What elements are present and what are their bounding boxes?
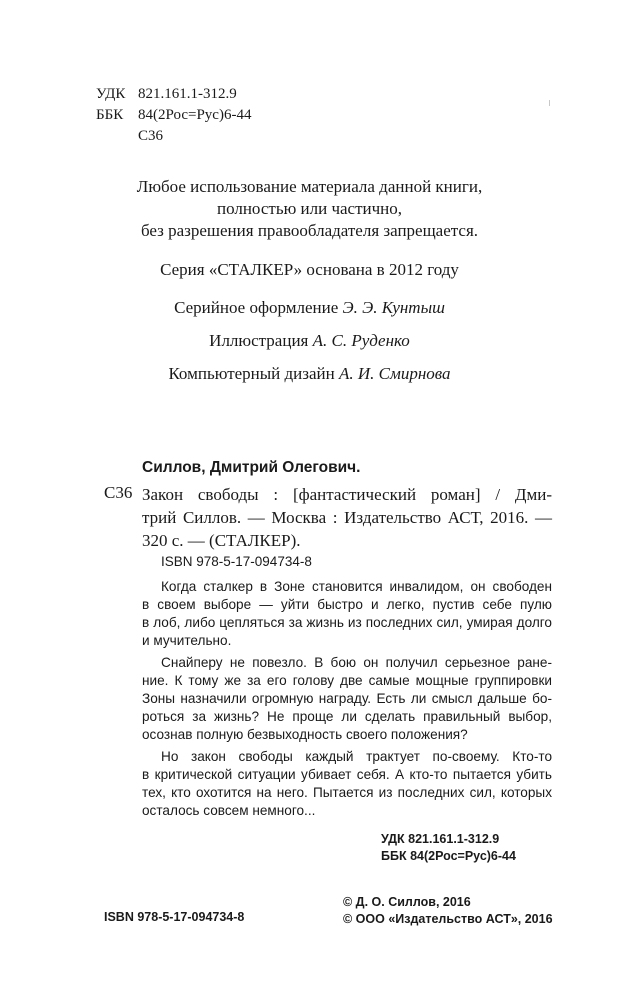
- annotation-line: в лоб, либо цепляться за жизнь из последних сил, умирая долго: [142, 615, 552, 630]
- usage-notice: [0, 176, 619, 242]
- footer-classification: [381, 831, 516, 865]
- copyright-publisher: © ООО «Издательство АСТ», 2016: [343, 912, 553, 926]
- catalog-block: [96, 84, 251, 147]
- illustration-label: Иллюстрация: [209, 331, 309, 350]
- annotation-line: ние. К тому же за его голову две самые мощные группировки: [142, 673, 552, 688]
- annotation-line: Но закон свободы каждый трактует по-своему. Кто-то: [161, 749, 552, 764]
- record-line: трий Силлов. — Москва : Издательство АСТ, 2016. —: [142, 508, 552, 527]
- annotation-line: и мучительно.: [142, 633, 232, 648]
- footer-bbk: ББК 84(2Рос=Рус)6-44: [381, 849, 516, 863]
- udk-row: [96, 84, 251, 105]
- annotation-paragraph: [142, 578, 552, 650]
- record-isbn: ISBN 978-5-17-094734-8: [161, 554, 312, 569]
- udk-value: 821.161.1-312.9: [138, 86, 237, 102]
- bbk-label: ББК: [96, 107, 124, 123]
- cover-design-credit: [0, 298, 619, 318]
- udk-label: УДК: [96, 86, 126, 102]
- record-code: С36: [104, 483, 133, 502]
- computer-design-name: А. И. Смирнова: [339, 364, 451, 383]
- copyright-block: [343, 894, 553, 928]
- bbk-value: 84(2Рос=Рус)6-44: [138, 107, 252, 123]
- series-line: Серия «СТАЛКЕР» основана в 2012 году: [160, 260, 459, 279]
- author-code: С36: [138, 128, 164, 144]
- annotation-line: роться за жизнь? Не проще ли сделать правильный выбор,: [142, 709, 552, 724]
- cover-design-name: Э. Э. Кунтыш: [342, 298, 445, 317]
- annotation-paragraph: [142, 654, 552, 744]
- footer-isbn: ISBN 978-5-17-094734-8: [104, 910, 245, 924]
- record-author: Силлов, Дмитрий Олегович.: [142, 459, 361, 476]
- annotation-line: Снайперу не повезло. В бою он получил серьезное ране-: [161, 655, 552, 670]
- cover-design-label: Серийное оформление: [174, 298, 339, 317]
- margin-mark: [549, 100, 550, 106]
- annotation-paragraph: [142, 748, 552, 820]
- annotation-line: в критической ситуации убивает себя. А кто-то пытается убить: [142, 767, 552, 782]
- record-line: 320 с. — (СТАЛКЕР).: [142, 531, 301, 550]
- annotation-line: в своем выборе — уйти быстро и легко, пустив себе пулю: [142, 597, 552, 612]
- computer-design-label: Компьютерный дизайн: [168, 364, 335, 383]
- annotation: [142, 578, 552, 824]
- copyright-author: © Д. О. Силлов, 2016: [343, 895, 471, 909]
- notice-line: без разрешения правообладателя запрещается.: [140, 221, 479, 240]
- computer-design-credit: [0, 364, 619, 384]
- notice-line: полностью или частично,: [216, 199, 403, 218]
- annotation-line: тех, кто охотится на него. Пытается из последних сил, которых: [142, 785, 552, 800]
- illustration-credit: [0, 331, 619, 351]
- record-line: Закон свободы : [фантастический роман] / Дми-: [142, 485, 552, 504]
- footer-udk: УДК 821.161.1-312.9: [381, 832, 500, 846]
- annotation-line: Зоны назначили огромную награду. Есть ли смысл дальше бо-: [142, 691, 552, 706]
- annotation-line: Когда сталкер в Зоне становится инвалидом, он свободен: [161, 579, 552, 594]
- illustration-name: А. С. Руденко: [312, 331, 410, 350]
- record-description: [142, 483, 552, 552]
- annotation-line: осталось совсем немного...: [142, 803, 316, 818]
- annotation-line: осознав полную безвыходность своего положения?: [142, 727, 468, 742]
- notice-line: Любое использование материала данной книги,: [136, 177, 483, 196]
- bbk-row: [96, 105, 251, 126]
